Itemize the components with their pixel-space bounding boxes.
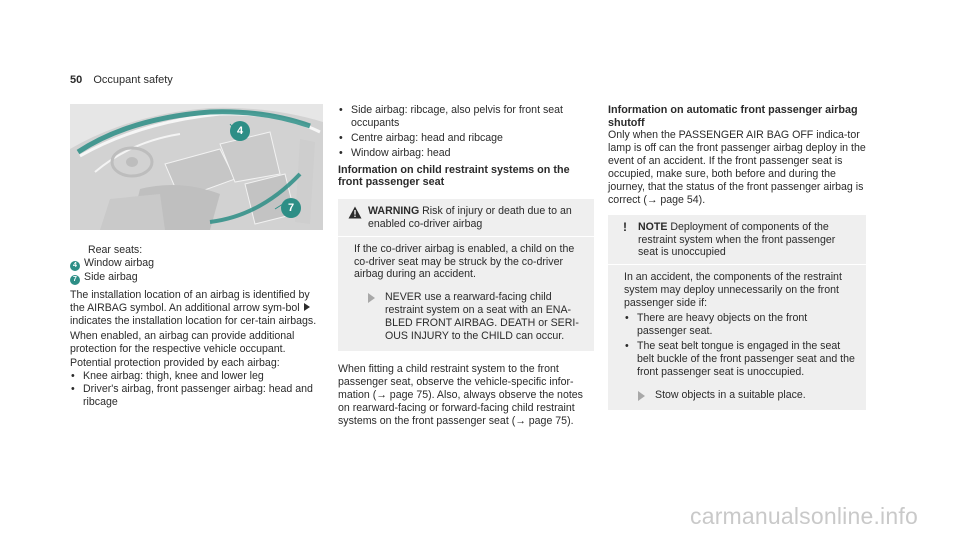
note-header (608, 215, 866, 266)
arrow-symbol-icon (304, 303, 310, 311)
list-item: • Centre airbag: head and ribcage (338, 132, 594, 145)
legend-label: Side airbag (84, 270, 138, 283)
list-item: • Window airbag: head (338, 147, 594, 160)
airbag-figure (70, 104, 323, 230)
watermark: carmanualsonline.info (690, 503, 918, 529)
page-number: 50 (70, 74, 83, 86)
note-box (608, 215, 866, 410)
warning-title-text: Risk of injury or death due to an enabled co-driver airbag (368, 204, 572, 230)
note-title-text: Deployment of components of the restraint system when the front passenger seat is unoccupied (638, 220, 836, 259)
list-item: • Driver's airbag, front passenger airbag: head and ribcage (70, 383, 326, 409)
list-item: • Knee airbag: thigh, knee and lower leg (70, 370, 326, 383)
callout-7: 7 (281, 198, 301, 218)
heading-child-restraint: Information on child restraint systems on the front passenger seat (338, 163, 570, 189)
legend-item-side-airbag (70, 271, 326, 285)
page-header (70, 74, 173, 86)
column-2 (338, 104, 594, 428)
paragraph-protection: When enabled, an airbag can provide additional protection for the respective vehicle occupant. (70, 329, 295, 355)
warning-title (368, 205, 586, 231)
note-list (624, 312, 856, 379)
warning-body (338, 237, 594, 351)
paragraph-text: indicates the installation location for cer-tain airbags. (70, 314, 317, 327)
warning-label: WARNING (368, 204, 420, 217)
exclamation-icon: ! (623, 219, 627, 234)
legend-item-window-airbag (70, 257, 326, 271)
paragraph-fitting: When fitting a child restraint system to the front passenger seat, observe the vehicle-specific infor-mation (→ page 75). Also, always observe the notes on rearward-facing or forward-facing child restraint systems on the front passenger seat (→ page 75). (338, 362, 583, 427)
step-arrow-icon (368, 293, 375, 303)
column-1 (70, 244, 326, 409)
note-step (624, 389, 856, 402)
heading-airbag-shutoff: Information on automatic front passenger airbag shutoff (608, 104, 858, 129)
list-item: • Side airbag: ribcage, also pelvis for front seat occupants (338, 104, 594, 130)
warning-step (354, 291, 584, 343)
paragraph-shutoff: Only when the PASSENGER AIR BAG OFF indica-tor lamp is off can the front passenger airbag deploy in the event of an accident. If the front passenger seat is occupied, make sure, both before and during the journey, that the status of the front passenger airbag is correct (→ page 54). (608, 129, 866, 206)
warning-step-text: NEVER use a rearward-facing child restraint system on a seat with an ENA-BLED FRONT AIRBAG. DEATH or SERI-OUS INJURY to the CHILD can occur. (385, 291, 579, 343)
airbag-list-2 (338, 104, 594, 160)
paragraph-text: The installation location of an airbag is identified by the AIRBAG symbol. An additional arrow sym-bol (70, 288, 310, 314)
list-item: • The seat belt tongue is engaged in the seat belt buckle of the front passenger seat and the front passenger seat is unoccupied. (624, 340, 856, 379)
section-title: Occupant safety (93, 74, 173, 86)
note-label: NOTE (638, 220, 668, 233)
warning-triangle-icon (348, 206, 362, 219)
column-3 (608, 104, 866, 410)
note-title (638, 221, 858, 260)
legend-number-4: 4 (70, 261, 80, 271)
legend-label: Window airbag (84, 256, 155, 269)
warning-text: If the co-driver airbag is enabled, a child on the co-driver seat may be struck by the co-driver airbag during an accident. (354, 242, 575, 281)
list-item: • There are heavy objects on the front passenger seat. (624, 312, 856, 338)
step-arrow-icon (638, 391, 645, 401)
callout-4: 4 (230, 121, 250, 141)
legend-rear-seats: Rear seats: (88, 244, 143, 256)
note-step-text: Stow objects in a suitable place. (655, 388, 806, 401)
warning-header (338, 199, 594, 237)
paragraph-potential: Potential protection provided by each airbag: (70, 357, 280, 370)
legend-number-7: 7 (70, 275, 80, 285)
note-text: In an accident, the components of the restraint system may deploy unnecessarily on the front passenger side if: (624, 271, 842, 310)
note-body (608, 265, 866, 409)
warning-box (338, 199, 594, 351)
paragraph-installation (70, 289, 326, 328)
airbag-list-1 (70, 370, 326, 409)
